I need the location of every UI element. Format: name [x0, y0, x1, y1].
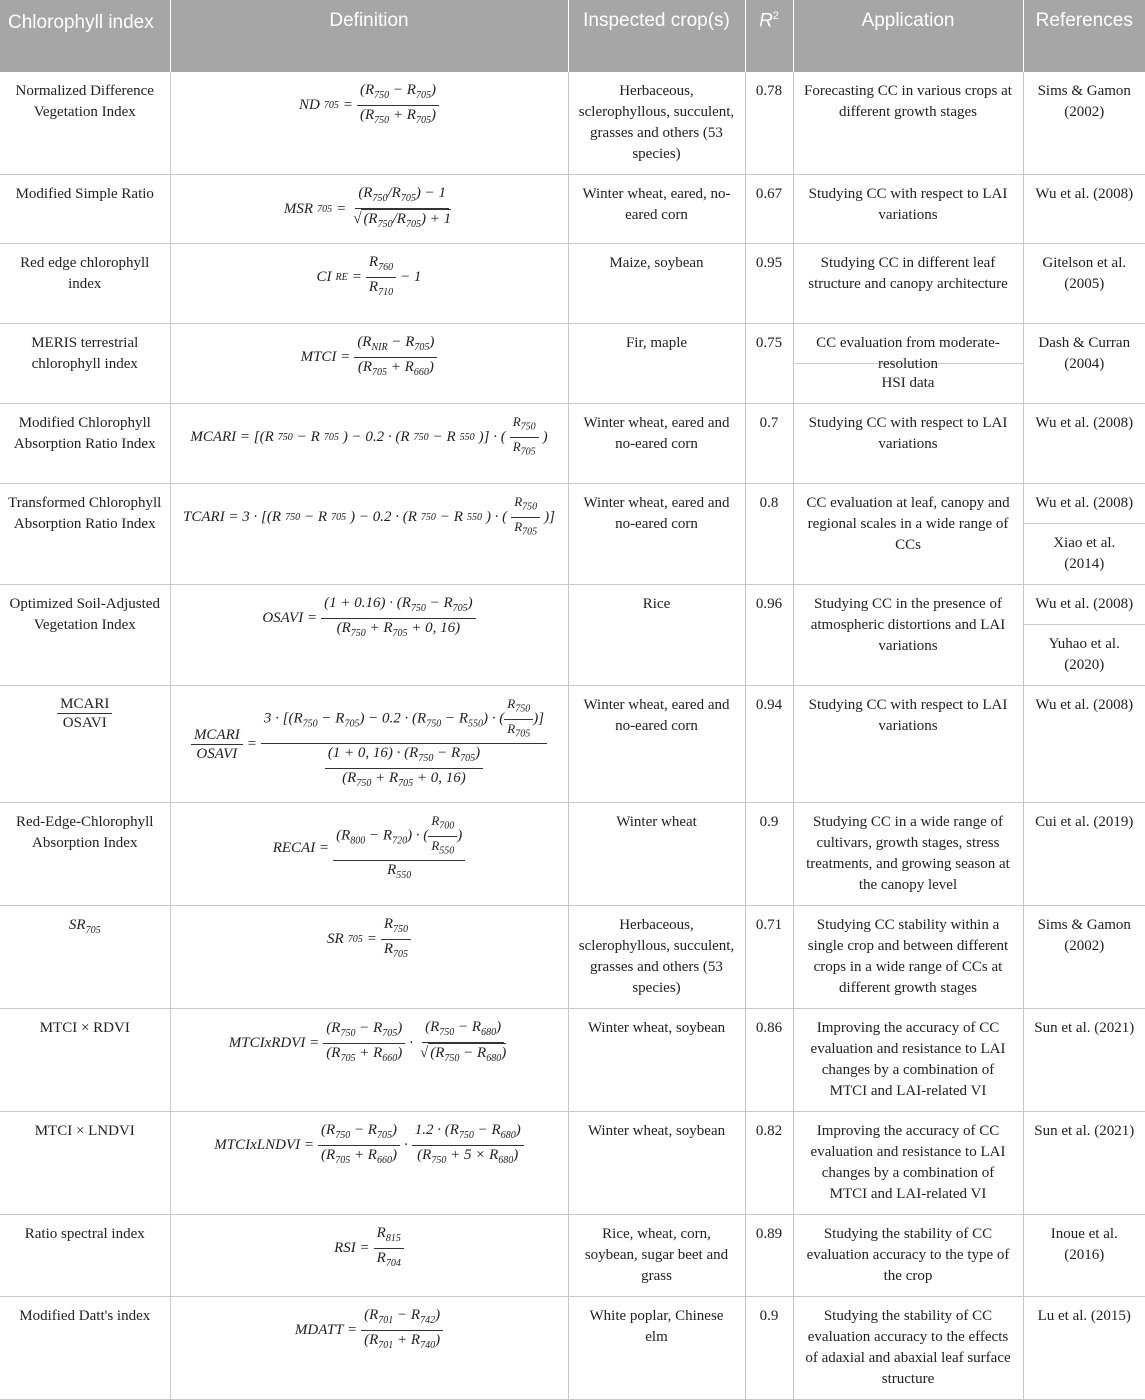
- crops: White poplar, Chinese elm: [568, 1297, 745, 1400]
- header-r2: $R^2$: [745, 0, 793, 72]
- r2-value: 0.78: [745, 72, 793, 175]
- definition-formula: RSI = $\frac{R_{815}}{R_{704}}$: [170, 1215, 568, 1297]
- references: Cui et al. (2019): [1023, 803, 1145, 906]
- crops: Rice, wheat, corn, soybean, sugar beet and grass: [568, 1215, 745, 1297]
- table-row: [0, 686, 1145, 803]
- index-name: MTCI × LNDVI: [0, 1112, 170, 1215]
- table-row: [0, 324, 1145, 404]
- header-references: References: [1023, 0, 1145, 72]
- index-name: MERIS terrestrial chlorophyll index: [0, 324, 170, 404]
- application: Studying CC with respect to LAI variations: [793, 175, 1023, 244]
- table-row: [0, 585, 1145, 686]
- index-name: Optimized Soil-Adjusted Vegetation Index: [0, 585, 170, 686]
- references: Sims & Gamon (2002): [1023, 72, 1145, 175]
- definition-formula: MCARI = [(R 750 − R 705 ) − 0.2 · (R 750 − R 550 )] · ( $\frac{R_{750}}{R_{705}}$ ): [170, 404, 568, 484]
- reference-part: Yuhao et al. (2020): [1024, 624, 1145, 685]
- header-inspected-crops: Inspected crop(s): [568, 0, 745, 72]
- table-row: [0, 1112, 1145, 1215]
- application: Studying CC stability within a single crop and between different crops in a wide range of CCs at different growth stages: [793, 906, 1023, 1009]
- application: Studying the stability of CC evaluation accuracy to the effects of adaxial and abaxial leaf surface structure: [793, 1297, 1023, 1400]
- header-application: Application: [793, 0, 1023, 72]
- application: CC evaluation at leaf, canopy and regional scales in a wide range of CCs: [793, 484, 1023, 585]
- table-row: [0, 1009, 1145, 1112]
- r2-value: 0.96: [745, 585, 793, 686]
- index-name: Modified Datt's index: [0, 1297, 170, 1400]
- crops: Winter wheat, eared and no-eared corn: [568, 686, 745, 803]
- reference-part: Xiao et al. (2014): [1024, 523, 1145, 584]
- references: Wu et al. (2008): [1023, 175, 1145, 244]
- definition-formula: MSR 705 = $\frac{(R_{750}/R_{705}) - 1}{√ (R_{750}/R_{705}) + 1}$: [170, 175, 568, 244]
- index-name: Modified Simple Ratio: [0, 175, 170, 244]
- definition-formula: MTCI = $\frac{(R_{NIR} - R_{705})}{(R_{705} + R_{660})}$: [170, 324, 568, 404]
- references: [1023, 585, 1145, 686]
- application-part: CC evaluation from moderate-resolution: [794, 324, 1023, 363]
- crops: Herbaceous, sclerophyllous, succulent, grasses and others (53 species): [568, 72, 745, 175]
- crops: Winter wheat: [568, 803, 745, 906]
- r2-value: 0.86: [745, 1009, 793, 1112]
- table-row: [0, 244, 1145, 324]
- r2-value: 0.7: [745, 404, 793, 484]
- reference-part: Wu et al. (2008): [1024, 484, 1145, 523]
- index-name: Modified Chlorophyll Absorption Ratio Index: [0, 404, 170, 484]
- definition-formula: ND 705 = $\frac{(R_{750} - R_{705})}{(R_{750} + R_{705})}$: [170, 72, 568, 175]
- crops: Winter wheat, eared, no-eared corn: [568, 175, 745, 244]
- definition-formula: SR 705 = $\frac{R_{750}}{R_{705}}$: [170, 906, 568, 1009]
- application: Studying CC in a wide range of cultivars, growth stages, stress treatments, and growing season at the canopy level: [793, 803, 1023, 906]
- references: Gitelson et al. (2005): [1023, 244, 1145, 324]
- table-row: [0, 72, 1145, 175]
- references: Wu et al. (2008): [1023, 404, 1145, 484]
- crops: Herbaceous, sclerophyllous, succulent, grasses and others (53 species): [568, 906, 745, 1009]
- r2-value: 0.82: [745, 1112, 793, 1215]
- header-row: [0, 0, 1145, 72]
- crops: Winter wheat, eared and no-eared corn: [568, 484, 745, 585]
- crops: Winter wheat, soybean: [568, 1009, 745, 1112]
- references: Wu et al. (2008): [1023, 686, 1145, 803]
- application: Forecasting CC in various crops at different growth stages: [793, 72, 1023, 175]
- r2-value: 0.71: [745, 906, 793, 1009]
- table-row: [0, 1297, 1145, 1400]
- definition-formula: MTCIxLNDVI = $\frac{(R_{750} - R_{705})}{(R_{705} + R_{660})}$ · $\frac{1.2 \cdot (R_{750} - R_{680})}{(R_{750} + 5 \times R_{680})}$: [170, 1112, 568, 1215]
- r2-value: 0.9: [745, 803, 793, 906]
- table-row: [0, 803, 1145, 906]
- header-chlorophyll-index: Chlorophyll index: [0, 0, 170, 72]
- crops: Rice: [568, 585, 745, 686]
- index-numerator: MCARI: [57, 695, 112, 714]
- definition-formula: $\frac{\text{MCARI}}{\text{OSAVI}}$ = $3 \cdot [(R_{750} - R_{705}) - 0.2 \cdot (R_{750} - R_{550})$ · ( $\frac{R_{750}}{R_{705}}$ )] $\frac{(1 + 0, 16) \cdot (R_{750} - R_{705})}{(R_{750} + R_{705} + 0, 16)}$: [170, 686, 568, 803]
- r2-value: 0.94: [745, 686, 793, 803]
- index-denominator: OSAVI: [60, 714, 110, 732]
- application: Studying CC in the presence of atmospheric distortions and LAI variations: [793, 585, 1023, 686]
- definition-formula: MDATT = $\frac{(R_{701} - R_{742})}{(R_{701} + R_{740})}$: [170, 1297, 568, 1400]
- r2-value: 0.9: [745, 1297, 793, 1400]
- r2-value: 0.8: [745, 484, 793, 585]
- references: Lu et al. (2015): [1023, 1297, 1145, 1400]
- index-name: Red-Edge-Chlorophyll Absorption Index: [0, 803, 170, 906]
- definition-formula: CI RE = $\frac{R_{760}}{R_{710}}$ − 1: [170, 244, 568, 324]
- references: Sun et al. (2021): [1023, 1112, 1145, 1215]
- table-row: [0, 175, 1145, 244]
- application: Studying CC in different leaf structure and canopy architecture: [793, 244, 1023, 324]
- definition-formula: OSAVI = $\frac{(1 + 0.16) \cdot (R_{750} - R_{705})}{(R_{750} + R_{705} + 0, 16)}$: [170, 585, 568, 686]
- application: Studying CC with respect to LAI variations: [793, 404, 1023, 484]
- index-name: Ratio spectral index: [0, 1215, 170, 1297]
- index-name: Normalized Difference Vegetation Index: [0, 72, 170, 175]
- index-name: [0, 686, 170, 803]
- application: Improving the accuracy of CC evaluation and resistance to LAI changes by a combination of MTCI and LAI-related VI: [793, 1112, 1023, 1215]
- crops: Maize, soybean: [568, 244, 745, 324]
- table-row: [0, 906, 1145, 1009]
- definition-formula: MTCIxRDVI = $\frac{(R_{750} - R_{705})}{(R_{705} + R_{660})}$ · $\frac{(R_{750} - R_{680})}{√ (R_{750} - R_{680})}$: [170, 1009, 568, 1112]
- table-row: [0, 1215, 1145, 1297]
- references: Dash & Curran (2004): [1023, 324, 1145, 404]
- application: Studying the stability of CC evaluation accuracy to the type of the crop: [793, 1215, 1023, 1297]
- application: [793, 324, 1023, 404]
- application-part: HSI data: [794, 363, 1023, 403]
- definition-formula: RECAI = $(R_{800} - R_{720})$ · ( $\frac{R_{700}}{R_{550}}$ ) $R_{550}$: [170, 803, 568, 906]
- application: Improving the accuracy of CC evaluation and resistance to LAI changes by a combination of MTCI and LAI-related VI: [793, 1009, 1023, 1112]
- references: Inoue et al. (2016): [1023, 1215, 1145, 1297]
- table-row: [0, 484, 1145, 585]
- definition-formula: TCARI = 3 · [(R 750 − R 705 ) − 0.2 · (R 750 − R 550 ) · ( $\frac{R_{750}}{R_{705}}$ )]: [170, 484, 568, 585]
- r2-value: 0.89: [745, 1215, 793, 1297]
- reference-part: Wu et al. (2008): [1024, 585, 1145, 624]
- crops: Fir, maple: [568, 324, 745, 404]
- r2-value: 0.67: [745, 175, 793, 244]
- index-name: Red edge chlorophyll index: [0, 244, 170, 324]
- references: Sims & Gamon (2002): [1023, 906, 1145, 1009]
- crops: Winter wheat, eared and no-eared corn: [568, 404, 745, 484]
- references: [1023, 484, 1145, 585]
- index-name: Transformed Chlorophyll Absorption Ratio Index: [0, 484, 170, 585]
- r2-value: 0.95: [745, 244, 793, 324]
- crops: Winter wheat, soybean: [568, 1112, 745, 1215]
- references: Sun et al. (2021): [1023, 1009, 1145, 1112]
- table-row: [0, 404, 1145, 484]
- application: Studying CC with respect to LAI variations: [793, 686, 1023, 803]
- header-definition: Definition: [170, 0, 568, 72]
- r2-value: 0.75: [745, 324, 793, 404]
- index-name: MTCI × RDVI: [0, 1009, 170, 1112]
- index-name: $SR_{705}$: [0, 906, 170, 1009]
